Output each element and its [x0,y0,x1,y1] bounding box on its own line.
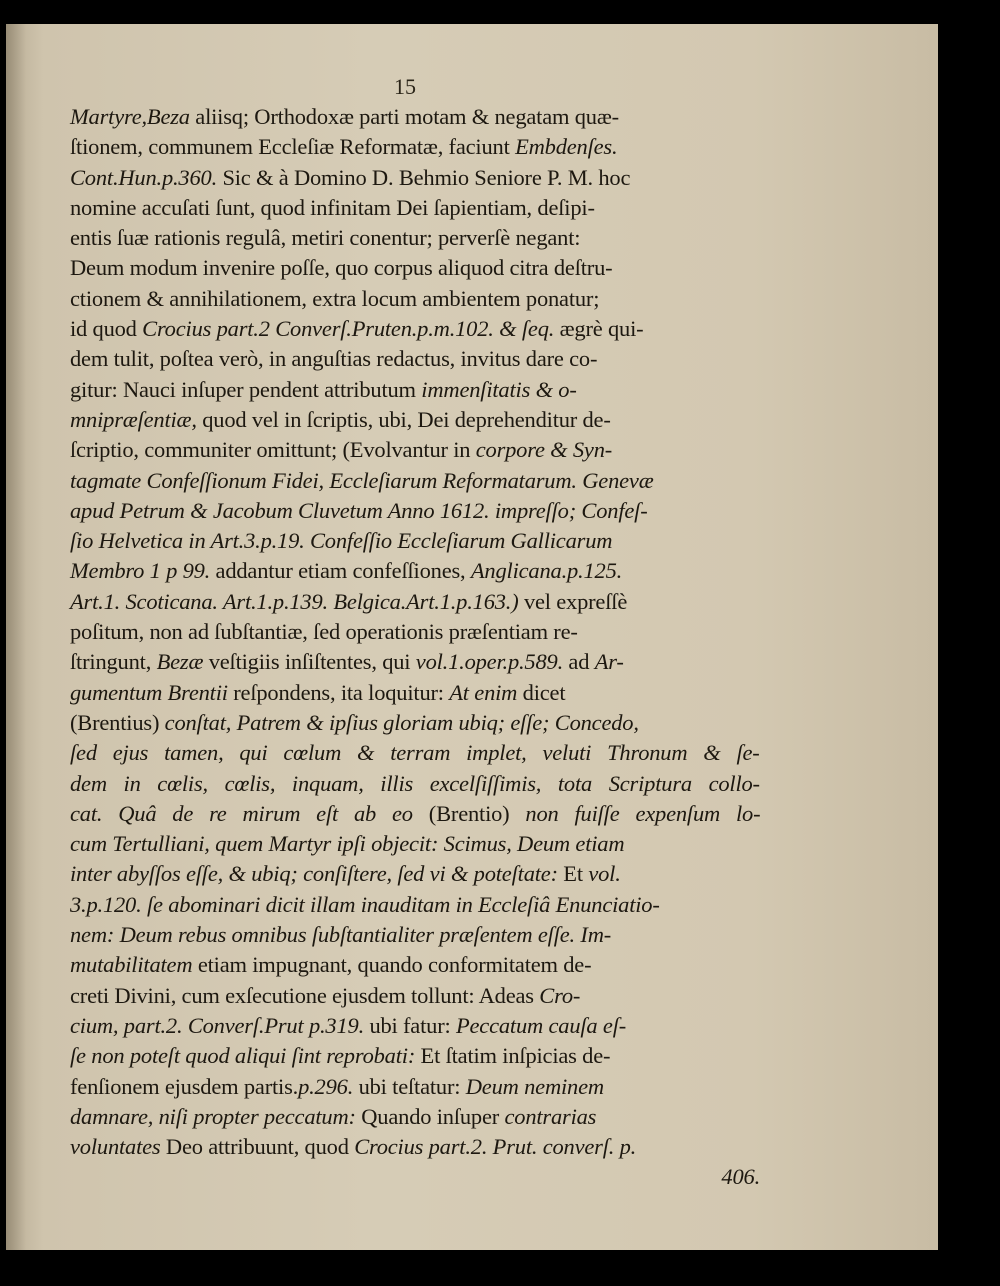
text-line [70,223,760,253]
italic-span: Cro- [539,982,581,1008]
italic-span: gumentum Brentii [70,679,228,705]
italic-span: nem: Deum rebus omnibus ſubſtantialiter præſentem eſſe. Im- [70,922,612,948]
text-line [70,678,760,708]
text-line [70,890,760,920]
text-line [70,466,760,496]
roman-span: dicet [517,679,566,705]
text-line [70,496,760,526]
roman-span: etiam impugnant, quando conformitatem de- [192,952,592,978]
roman-span: ſtringunt, [70,649,157,675]
text-line [70,405,760,435]
text-line [70,1132,760,1162]
roman-span: vel expreſſè [518,588,628,614]
roman-span: entis ſuæ rationis regulâ, metiri conentur; perverſè negant: [70,225,581,251]
text-line [70,1102,760,1132]
italic-span: Peccatum cauſa eſ- [455,1012,627,1038]
text-line [70,163,760,193]
roman-span: (Brentio) [412,800,526,826]
roman-span: aliisq; Orthodoxæ parti motam & negatam quæ- [189,104,619,129]
italic-span: contrarias [504,1103,597,1129]
italic-span: Anglicana.p.125. [470,558,623,584]
text-line [70,587,760,617]
italic-span: corpore & Syn- [475,437,613,463]
roman-span: ſtionem, communem Eccleſiæ Reformatæ, faciunt [70,134,516,160]
text-line [70,738,760,768]
italic-span: voluntates [70,1134,161,1160]
italic-span: immenſitatis & o- [421,376,577,402]
italic-span: ſed ejus tamen, qui cœlum & terram implet, veluti Thronum & ſe- [70,740,760,766]
roman-span: (Brentius) [70,709,165,735]
roman-span: nomine accuſati ſunt, quod infinitam Dei ſapientiam, deſipi- [70,194,595,220]
roman-span: poſitum, non ad ſubſtantiæ, ſed operationis præſentiam re- [70,619,578,645]
text-line [70,556,760,586]
text-line [70,193,760,223]
italic-span: cat. Quâ de re mirum eſt ab eo [70,800,413,826]
catchword: 406. [721,1164,760,1190]
text-line [70,375,760,405]
text-line [70,950,760,980]
roman-span: addantur etiam confeſſiones, [210,558,471,584]
book-page [6,24,938,1250]
italic-span: 3.p.120. ſe abominari dicit illam inauditam in Eccleſiâ Enunciatio- [70,891,660,917]
text-line [70,829,760,859]
text-line [70,920,760,950]
text-line [70,526,760,556]
italic-span: Deum neminem [465,1073,604,1099]
roman-span: Et [557,861,589,887]
italic-span: Membro 1 p 99. [70,558,211,584]
roman-span: fenſionem ejusdem partis. [70,1073,299,1099]
italic-span: p.296. [298,1073,354,1099]
text-line [70,981,760,1011]
italic-span: Crocius part.2 Converſ.Pruten.p.m.102. & ſeq. [142,316,555,342]
roman-span: dem tulit, poſtea verò, in anguſtias redactus, invitus dare co- [70,346,598,372]
italic-span: Crocius part.2. Prut. converſ. p. [354,1134,637,1160]
roman-span: ctionem & annihilationem, extra locum ambientem ponatur; [70,285,600,311]
italic-span: ſio Helvetica in Art.3.p.19. Confeſſio Eccleſiarum Gallicarum [70,528,613,554]
italic-span: At enim [449,679,518,705]
text-line [70,799,760,829]
italic-span: Ar- [594,649,624,675]
italic-span: damnare, niſi propter peccatum: [70,1103,356,1129]
italic-span: Art.1. Scoticana. Art.1.p.139. Belgica.Art.1.p.163.) [70,588,519,614]
text-line [70,132,760,162]
italic-span: cum Tertulliani, quem Martyr ipſi objecit: Scimus, Deum etiam [70,831,625,857]
italic-span: dem in cœlis, cœlis, inquam, illis excelſiſſimis, tota Scriptura collo- [70,770,760,796]
text-line [70,284,760,314]
text-line [70,859,760,889]
roman-span: ægrè qui- [554,316,644,342]
text-line [70,344,760,374]
italic-span: inter abyſſos eſſe, & ubiq; conſiſtere, ſed vi & poteſtate: [70,861,558,887]
roman-span: ſcriptio, communiter omittunt; (Evolvantur in [70,437,476,463]
roman-span: id quod [70,316,143,342]
roman-span: reſpondens, ita loquitur: [227,679,450,705]
text-line [70,102,760,132]
text-line [70,617,760,647]
page-number: 15 [394,74,416,99]
text-line [70,253,760,283]
italic-span: ſe non poteſt quod aliqui ſint reprobati: [70,1043,416,1069]
roman-span: Deum modum invenire poſſe, quo corpus aliquod citra deſtru- [70,255,613,281]
italic-span: vol. [588,861,621,887]
italic-span: Embdenſes. [515,134,618,160]
roman-span: gitur: Nauci inſuper pendent attributum [70,376,422,402]
roman-span: ad [563,649,595,675]
roman-span: veſtigiis inſiſtentes, qui [203,649,416,675]
text-line [70,1011,760,1041]
text-line [70,314,760,344]
italic-span: non fuiſſe expenſum lo- [525,800,761,826]
text-line [70,1072,760,1102]
roman-span: Et ſtatim inſpicias de- [415,1043,611,1069]
text-line [70,708,760,738]
text-line [70,769,760,799]
body-text [70,102,760,1193]
italic-span: mutabilitatem [70,952,193,978]
italic-span: Martyre,Beza [70,104,190,129]
roman-span: Sic & à Domino D. Behmio Seniore P. M. hoc [217,164,631,190]
roman-span: Deo attribuunt, quod [160,1134,355,1160]
roman-span: Quando inſuper [355,1103,505,1129]
text-line [70,1041,760,1071]
italic-span: apud Petrum & Jacobum Cluvetum Anno 1612. impreſſo; Confeſ- [70,497,648,523]
text-line [70,435,760,465]
roman-span: quod vel in ſcriptis, ubi, Dei deprehenditur de- [196,406,611,432]
roman-span: ubi teſtatur: [353,1073,466,1099]
roman-span: creti Divini, cum exſecutione ejusdem tollunt: Adeas [70,982,540,1008]
italic-span: cium, part.2. Converſ.Prut p.319. [70,1012,365,1038]
italic-span: Bezæ [156,649,204,675]
text-line [70,647,760,677]
italic-span: tagmate Confeſſionum Fidei, Eccleſiarum Reformatarum. Genevæ [70,467,654,493]
page-gutter-shadow [6,24,26,1250]
italic-span: conſtat, Patrem & ipſius gloriam ubiq; eſſe; Concedo, [164,709,639,735]
italic-span: Cont.Hun.p.360. [70,164,218,190]
italic-span: vol.1.oper.p.589. [415,649,563,675]
italic-span: mnipræſentiæ, [70,406,197,432]
roman-span: ubi fatur: [364,1012,456,1038]
